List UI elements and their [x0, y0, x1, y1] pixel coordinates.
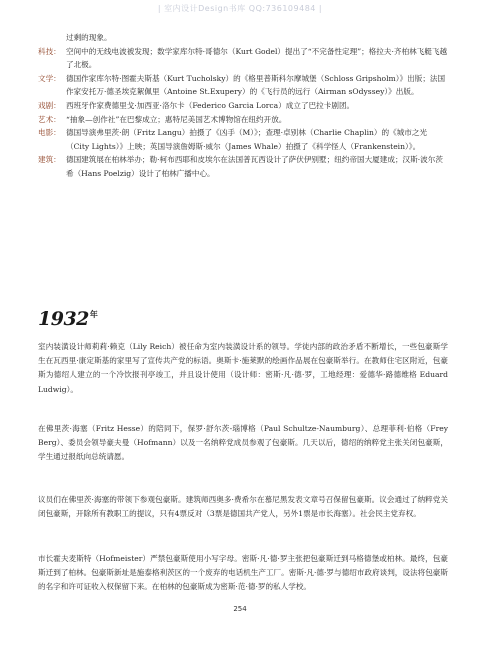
- entry-drama: [38, 99, 448, 113]
- entry-category: 科技：: [38, 46, 61, 56]
- entry-category: 文学：: [38, 73, 61, 83]
- entry-continuation: [38, 31, 448, 45]
- paragraph-1: 室内装潢设计师莉莉·赖克（Lily Reich）被任命为室内装潢设计系的领导。学徒内部的政治矛盾不断增长，一些包豪斯学生在瓦西里·康定斯基的家里写了宣传共产党的标语。奥斯卡·施莱默的绘画作品展在包豪斯举行。在教师住宅区附近，包豪斯为德绍人建立的一个冷饮报刊亭竣工，并且设计使用（设计师：密斯·凡·德·罗，工地经理：爱德华·路德维格 Eduard Ludwig）。: [38, 342, 448, 394]
- year-suffix: 年: [89, 309, 98, 319]
- page-number: 254: [233, 605, 247, 613]
- entry-text: 过剩的现象。: [66, 33, 112, 42]
- entry-text: 西班牙作家费德里戈·加西亚·洛尔卡（Federico Garcia Lorca）成立了巴拉卡剧团。: [66, 100, 355, 110]
- entry-category: 电影：: [38, 128, 61, 138]
- chronology-entries: [38, 31, 448, 181]
- entry-category: 戏剧：: [38, 100, 61, 110]
- entry-literature: [38, 72, 448, 99]
- entry-architecture: [38, 153, 448, 180]
- entry-text: 空间中的无线电波被发现；数学家库尔特·哥德尔（Kurt Godel）提出了“不完备性定理”；格拉夫·齐柏林飞艇飞越了北极。: [66, 46, 448, 70]
- entry-art: [38, 113, 448, 127]
- entry-film: [38, 126, 448, 153]
- entry-category: 艺术：: [38, 114, 61, 124]
- entry-science: [38, 45, 448, 72]
- entry-category: [38, 31, 66, 45]
- year-heading: [38, 308, 97, 330]
- entry-text: 德国作家库尔特·图霍夫斯基（Kurt Tucholsky）的《格里普斯科尔摩城堡（Schloss Gripsholm）》出版；法国作家安托万·德圣埃克絮佩里（Antoine St.Exupery）的《飞行员的远行（Airman sOdyssey）》出版。: [66, 73, 446, 97]
- watermark-header: | 室内设计Design书库 QQ:736109484 |: [157, 4, 323, 13]
- paragraph-3: 议员们在佛里茨·海塞的带领下参观包豪斯。建筑师西奥多·费希尔在慕尼黑发表文章号召保留包豪斯。议会通过了纳粹党关闭包豪斯，开除所有教职工的提议，只有4票反对（3票是德国共产党人，另外1票是市长海塞）。社会民主党弃权。: [38, 495, 448, 519]
- year-number: 1932: [38, 308, 89, 330]
- entry-text: 德国建筑展在柏林举办；勒·柯布西耶和皮埃尔在法国普瓦西设计了萨伏伊别墅；纽约帝国大厦建成；汉斯·波尔茨希（Hans Poelzig）设计了柏林广播中心。: [66, 155, 443, 178]
- paragraph-2: 在佛里茨·海塞（Fritz Hesse）的陪同下，保罗·舒尔茨-瑙博格（Paul Schultze-Naumburg）、总理菲利·伯格（Frey Berg）、委员会领导豪夫曼（Hofmann）以及一名纳粹党成员参观了包豪斯。几天以后，德绍的纳粹党主张关闭包豪斯，学生通过报纸向总统请愿。: [38, 424, 448, 462]
- entry-text: 德国导演弗里茨·朗（Fritz Langu）拍摄了《凶手（M）》；查理·卓别林（Charlie Chaplin）的《城市之光（City Lights）》上映；英国导演詹姆斯·威尔（James Whale）拍摄了《科学怪人（Frankenstein）》。: [66, 128, 428, 151]
- entry-category: 建筑：: [38, 155, 61, 165]
- paragraph-4: 市长霍夫麦斯特（Hofmeister）严禁包豪斯使用小写字母。密斯·凡·德·罗主张把包豪斯迁到马格德堡或柏林。最终，包豪斯迁到了柏林。包豪斯新址是施泰格利茨区的一个废弃的电话机生产工厂。密斯·凡·德·罗与德绍市政府谈判，设法将包豪斯的名字和许可证收入权保留下来。在柏林的包豪斯成为密斯·范·德·罗的私人学校。: [38, 554, 448, 592]
- entry-text: “抽象—创作社”在巴黎成立；惠特尼美国艺术博物馆在纽约开放。: [66, 114, 287, 124]
